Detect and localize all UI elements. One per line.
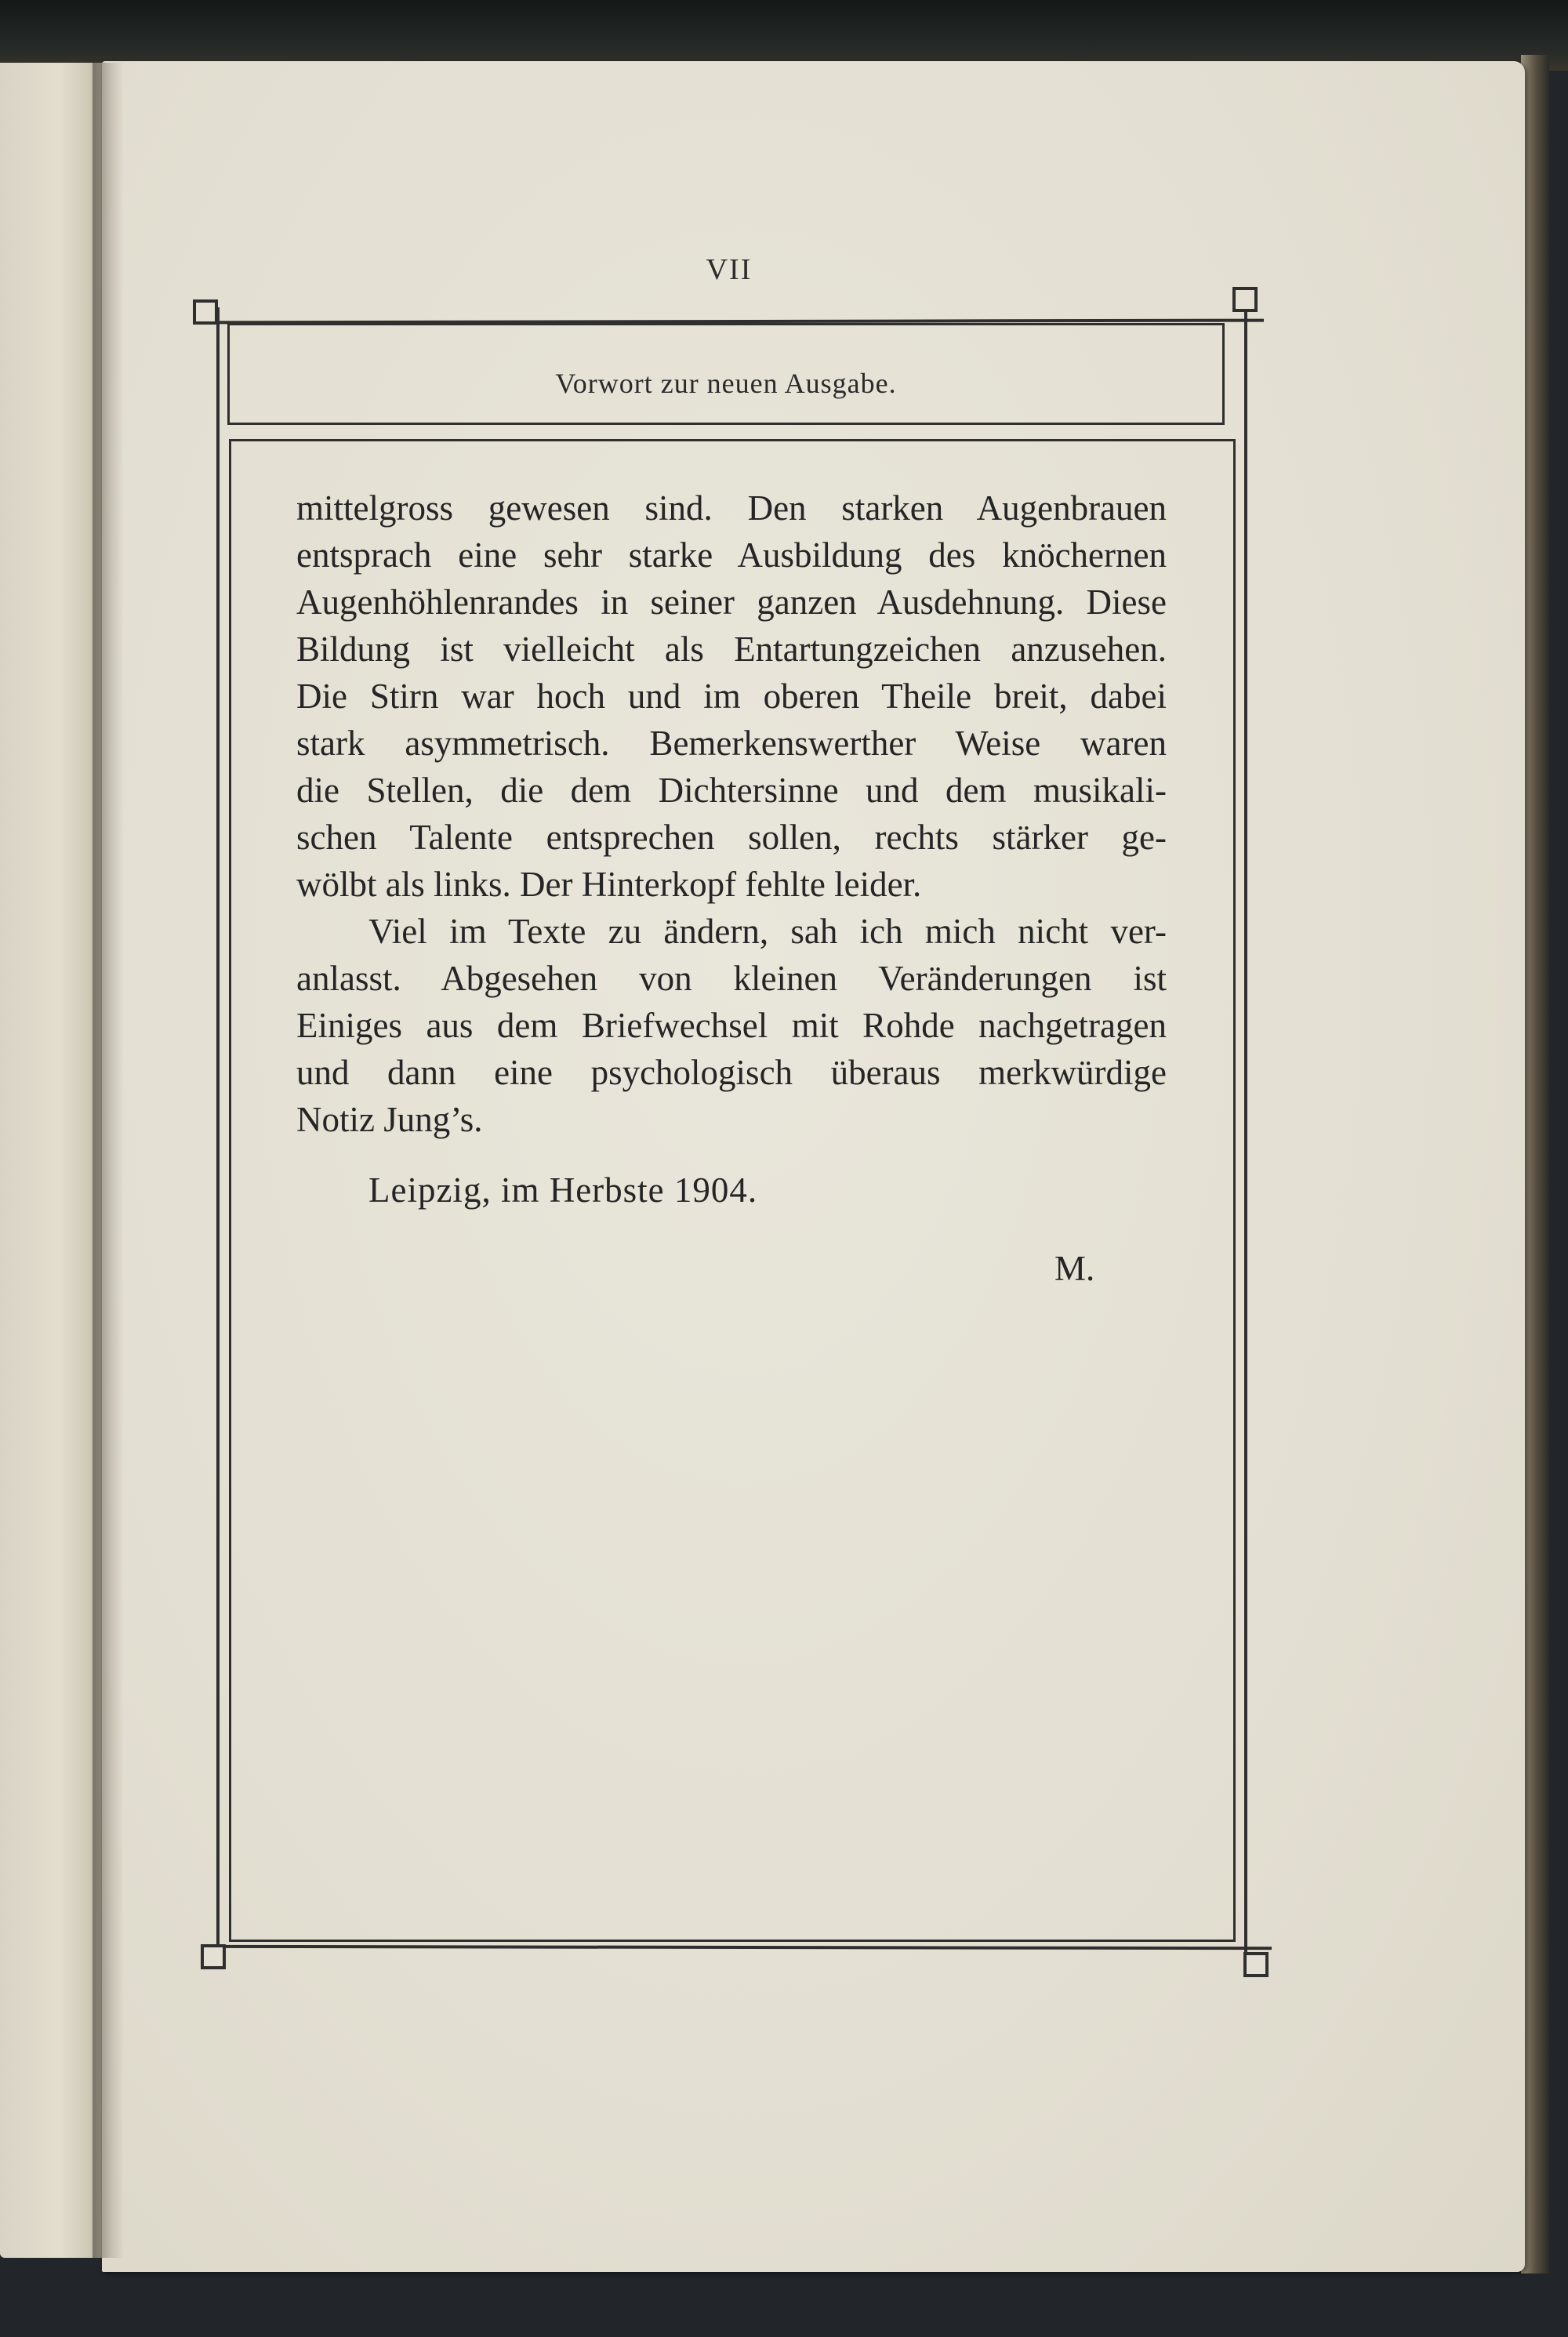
text-line: Die Stirn war hoch und im oberen Theile breit, dabei xyxy=(296,677,1167,716)
text-line: anlasst. Abgesehen von kleinen Veränderungen ist xyxy=(296,959,1167,998)
text-line: entsprach eine sehr starke Ausbildung des knöchernen xyxy=(296,535,1167,575)
frame-right-rule xyxy=(1244,298,1247,1957)
text-line: Augenhöhlenrandes in seiner ganzen Ausdehnung. Diese xyxy=(296,582,1167,622)
frame-corner-top-right xyxy=(1232,287,1258,312)
frame-corner-bottom-right xyxy=(1243,1952,1269,1977)
text-line: wölbt als links. Der Hinterkopf fehlte leider. xyxy=(296,865,922,904)
text-line: und dann eine psychologisch überaus merkwürdige xyxy=(296,1053,1167,1092)
text-line: Bildung ist vielleicht als Entartungzeichen anzusehen. xyxy=(296,630,1167,669)
text-line: Einiges aus dem Briefwechsel mit Rohde nachgetragen xyxy=(296,1006,1167,1045)
frame-corner-top-left xyxy=(193,299,218,325)
gutter-shadow xyxy=(93,63,124,2258)
page-number: VII xyxy=(706,253,753,286)
frame-left-rule xyxy=(216,307,220,1961)
text-line: schen Talente entsprechen sollen, rechts stärker ge- xyxy=(296,818,1167,857)
running-head: Vorwort zur neuen Ausgabe. xyxy=(555,368,897,399)
book-binding-top xyxy=(0,0,1568,71)
text-line: Notiz Jung’s. xyxy=(296,1100,483,1139)
frame-corner-bottom-left xyxy=(201,1944,226,1969)
date-line: Leipzig, im Herbste 1904. xyxy=(368,1170,758,1210)
text-line: stark asymmetrisch. Bemerkenswerther Weise waren xyxy=(296,724,1167,763)
text-line: mittelgross gewesen sind. Den starken Augenbrauen xyxy=(296,488,1167,528)
author-signature: M. xyxy=(1054,1249,1095,1288)
text-line: die Stellen, die dem Dichtersinne und dem musikali- xyxy=(296,771,1167,810)
book-cover-edge xyxy=(1521,55,1549,2273)
text-line: Viel im Texte zu ändern, sah ich mich nicht ver- xyxy=(368,912,1167,951)
